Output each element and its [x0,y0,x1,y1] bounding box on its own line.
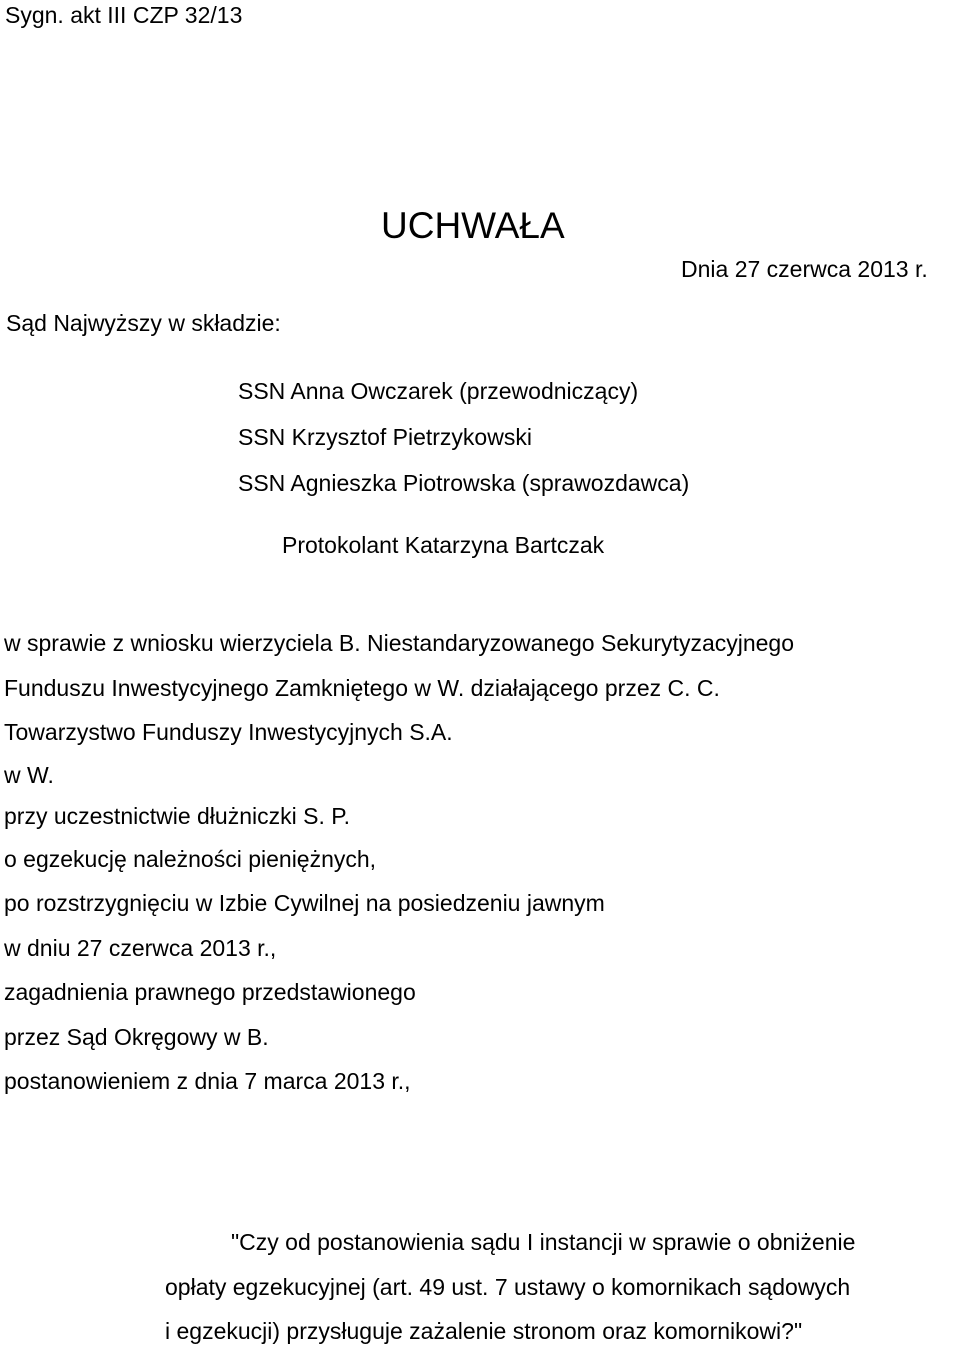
question-line: i egzekucji) przysługuje zażalenie stronom oraz komornikowi?" [165,1318,803,1344]
question-line: "Czy od postanowienia sądu I instancji w sprawie o obniżenie [231,1229,856,1255]
case-line: po rozstrzygnięciu w Izbie Cywilnej na posiedzeniu jawnym [4,890,605,916]
document-title: UCHWAŁA [381,205,565,246]
case-line: o egzekucję należności pieniężnych, [4,845,377,872]
case-line: Funduszu Inwestycyjnego Zamkniętego w W. działającego przez C. C. [4,674,720,701]
document-date: Dnia 27 czerwca 2013 r. [681,256,928,282]
court-composition-label: Sąd Najwyższy w składzie: [6,310,281,336]
judge-member: SSN Krzysztof Pietrzykowski [238,424,532,450]
case-line: przez Sąd Okręgowy w B. [4,1023,269,1050]
legal-question [165,1220,957,1354]
case-line: w W. [4,761,54,788]
case-description [4,621,794,1104]
case-line: zagadnienia prawnego przedstawionego [4,979,416,1005]
judge-rapporteur: SSN Agnieszka Piotrowska (sprawozdawca) [238,470,690,496]
case-line: w dniu 27 czerwca 2013 r., [4,934,277,961]
case-line: Towarzystwo Funduszy Inwestycyjnych S.A. [4,719,453,745]
case-line: przy uczestnictwie dłużniczki S. P. [4,802,350,829]
case-line: postanowieniem z dnia 7 marca 2013 r., [4,1068,411,1094]
question-line: opłaty egzekucyjnej (art. 49 ust. 7 ustawy o komornikach sądowych [165,1273,851,1300]
court-recorder: Protokolant Katarzyna Bartczak [282,532,605,558]
case-line: w sprawie z wniosku wierzyciela B. Niestandaryzowanego Sekurytyzacyjnego [4,630,795,656]
judges-list [238,368,689,506]
case-reference: Sygn. akt III CZP 32/13 [5,2,243,28]
judge-presiding: SSN Anna Owczarek (przewodniczący) [238,378,639,404]
